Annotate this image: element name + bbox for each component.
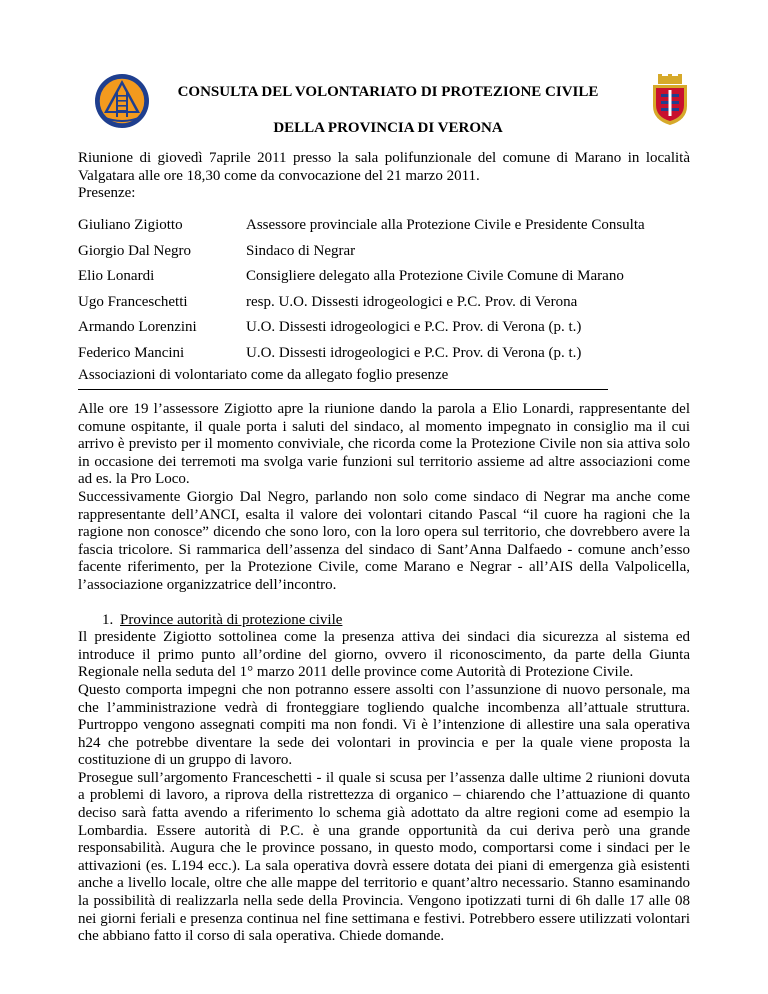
attendance-label: Presenze: bbox=[78, 185, 136, 202]
meeting-info: Riunione di giovedì 7aprile 2011 presso la sala polifunzionale del comune di Marano in località Valgatara alle ore 18,30 come da convocazione del 21 marzo 2011. bbox=[78, 150, 690, 184]
paragraph: Il presidente Zigiotto sottolinea come la presenza attiva dei sindaci dia sicurezza al sistema ed introduce il primo punto all’ordine del giorno, ovvero il riconoscimento, da parte della Giunta Regionale nella seduta del 1° marzo 2011 delle province come Autorità di Protezione Civile. bbox=[78, 629, 690, 681]
minutes-body bbox=[78, 401, 690, 946]
section-heading bbox=[78, 612, 690, 630]
document-subtitle: DELLA PROVINCIA DI VERONA bbox=[273, 120, 503, 136]
attendee-role: U.O. Dissesti idrogeologici e P.C. Prov. di Verona (p. t.) bbox=[246, 319, 582, 336]
attendee-role: Consigliere delegato alla Protezione Civile Comune di Marano bbox=[246, 268, 624, 285]
attendee-row bbox=[78, 217, 690, 243]
attendee-role: Sindaco di Negrar bbox=[246, 242, 356, 259]
attendee-role: U.O. Dissesti idrogeologici e P.C. Prov. di Verona (p. t.) bbox=[246, 344, 582, 361]
separator-line bbox=[78, 389, 608, 390]
attendee-name: Federico Mancini bbox=[78, 344, 185, 361]
attendee-role: resp. U.O. Dissesti idrogeologici e P.C. Prov. di Verona bbox=[246, 293, 578, 310]
paragraph: Alle ore 19 l’assessore Zigiotto apre la riunione dando la parola a Elio Lonardi, rappresentante del comune ospitante, il quale porta i saluti del sindaco, al momento impegnato in consiglio ma il cui arrivo è previsto per il momento conviviale, che ricorda come la Protezione Civile non sia attiva solo in occasione dei terremoti ma svolga varie funzioni sul territorio assieme ad altre associazioni come ad es. la Pro Loco. bbox=[78, 401, 690, 488]
attendee-name: Elio Lonardi bbox=[78, 268, 155, 285]
attendee-name: Giorgio Dal Negro bbox=[78, 242, 192, 259]
attendees-table bbox=[78, 217, 690, 371]
associations-text: Associazioni di volontariato come da allegato foglio presenze bbox=[78, 367, 449, 383]
attendee-row bbox=[78, 319, 690, 345]
paragraph: Successivamente Giorgio Dal Negro, parlando non solo come sindaco di Negrar ma anche come rappresentante dell’ANCI, esalta il valore dei volontari citando Pascal “il cuore ha ragioni che la ragione non conosce” dicendo che sono loro, con la loro opera sul territorio, che dovrebbero avere la fascia tricolore. Si rammarica dell’assenza del sindaco di Sant’Anna Dalfaedo - comune anch’esso facente riferimento, per la Protezione Civile, come Marano e Negrar - all’AIS della Valpolicella, l’associazione organizzatrice dell’incontro. bbox=[78, 488, 690, 593]
attendee-row bbox=[78, 268, 690, 294]
attendee-name: Armando Lorenzini bbox=[78, 319, 197, 336]
section-number: 1. bbox=[102, 611, 114, 628]
meeting-intro bbox=[78, 150, 690, 203]
associations-note bbox=[78, 367, 690, 390]
document-title: CONSULTA DEL VOLONTARIATO DI PROTEZIONE CIVILE bbox=[177, 84, 599, 100]
section-1 bbox=[78, 612, 690, 946]
attendee-name: Ugo Franceschetti bbox=[78, 293, 188, 310]
section-title: Province autorità di protezione civile bbox=[120, 611, 343, 628]
attendee-name: Giuliano Zigiotto bbox=[78, 217, 183, 233]
attendee-row bbox=[78, 243, 690, 269]
attendee-role: Assessore provinciale alla Protezione Civile e Presidente Consulta bbox=[246, 217, 645, 233]
paragraph: Questo comporta impegni che non potranno essere assolti con l’assunzione di nuovo personale, ma che l’amministrazione vedrà di fronteggiare togliendo qualche incombenza all’attuale struttura. Purtroppo vengono assegnati compiti ma non fondi. Vi è l’intenzione di allestire una sala operativa h24 che potrebbe diventare la sede dei volontari in provincia e per la quale viene proposta la costituzione di un gruppo di lavoro. bbox=[78, 681, 690, 769]
attendee-row bbox=[78, 294, 690, 320]
paragraph: Prosegue sull’argomento Franceschetti - il quale si scusa per l’assenza dalle ultime 2 riunioni dovuta a problemi di lavoro, a riprova della ristrettezza di organico – chiarendo che l’attuazione di quanto deciso sarà fatta avendo a riferimento lo schema già adottato da altre regioni come ad esempio la Lombardia. Essere autorità di P.C. è una grande opportunità da cui deriva però una grande responsabilità. Augura che le province possano, in questo modo, comportarsi come i sindaci per le attivazioni (es. L194 ecc.). La sala operativa dovrà essere dotata dei piani di emergenza già esistenti anche a livello locale, oltre che alle mappe del territorio e quant’altro necessario. Stanno esaminando la possibilità di realizzarla nella sede della Provincia. Vengono ipotizzati turni di 6h dalle 17 alle 08 nei giorni feriali e presenza continua nel fine settimana e festivi. Potrebbero essere utilizzati volontari che abbiano fatto il corso di sala operativa. Chiede domande. bbox=[78, 769, 690, 945]
